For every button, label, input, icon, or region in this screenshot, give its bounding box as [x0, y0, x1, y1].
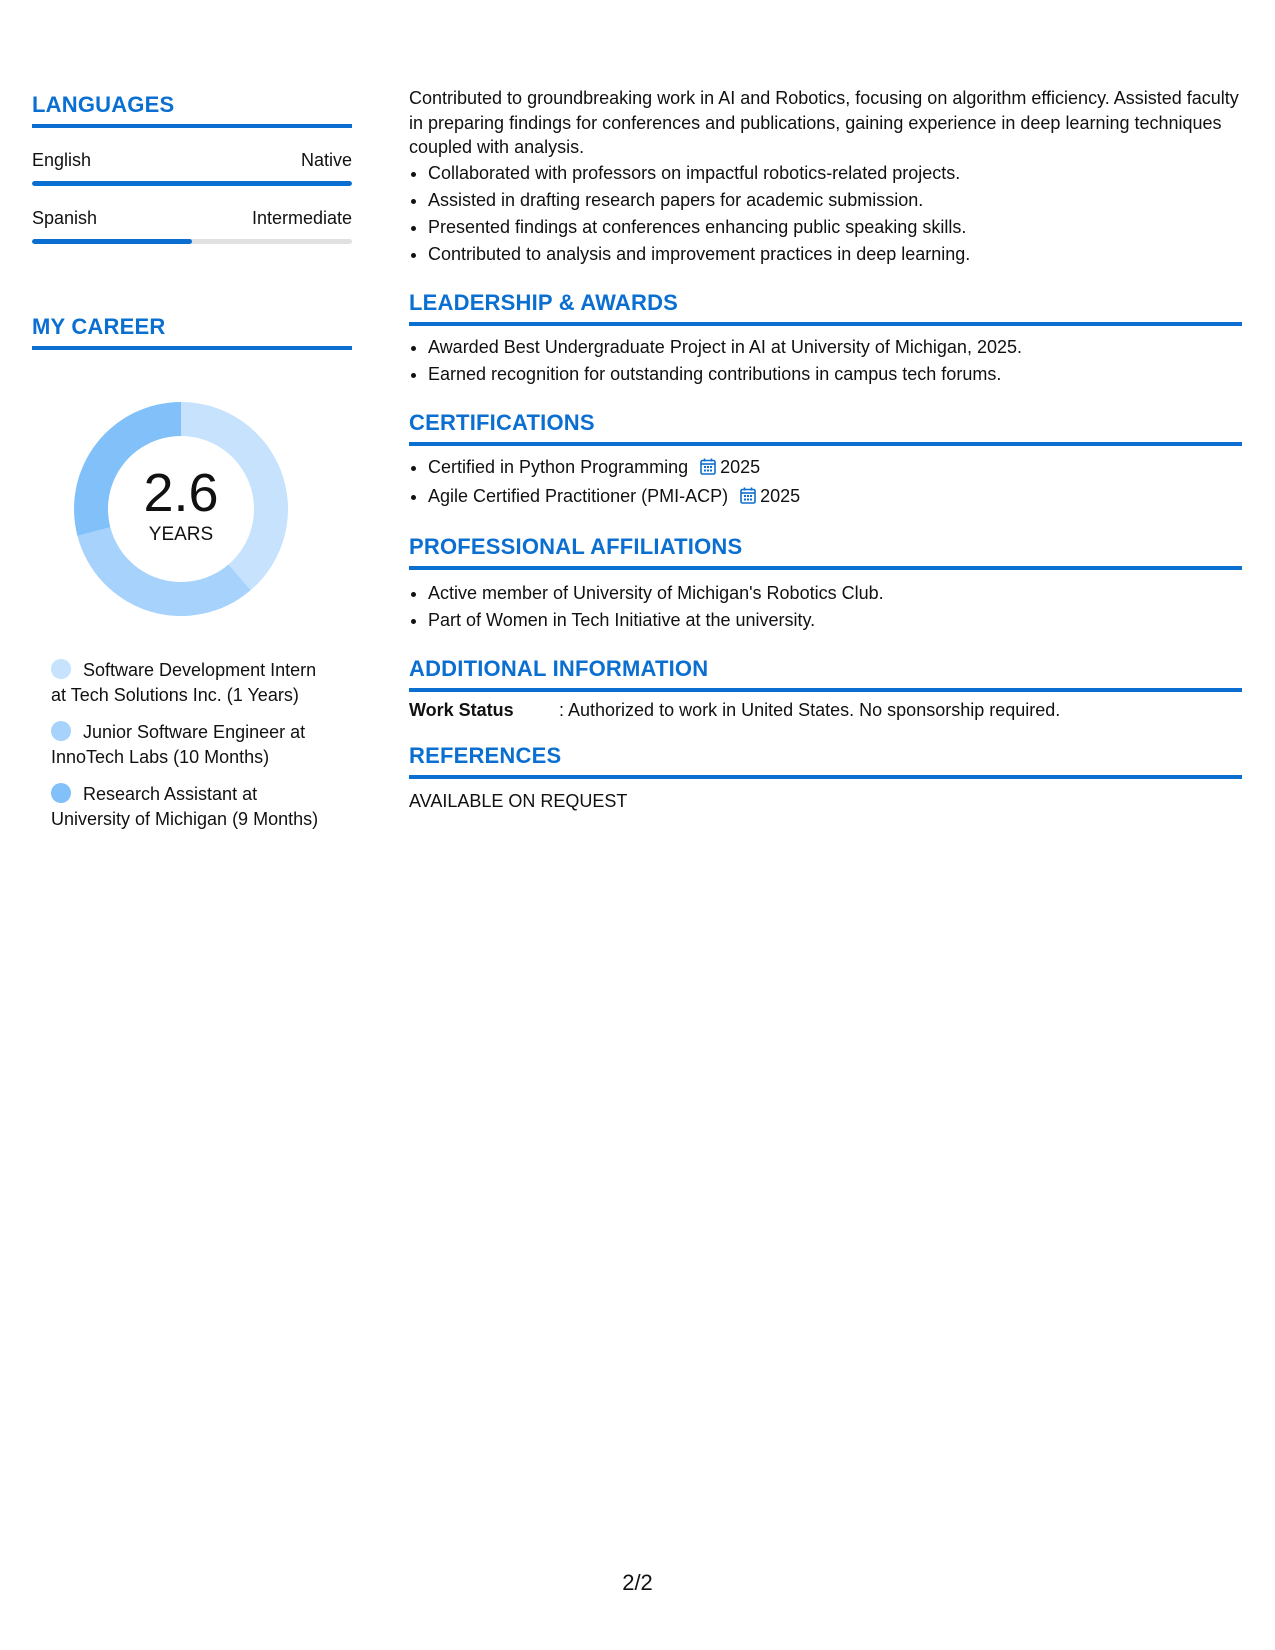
certification-year: 2025	[760, 485, 801, 506]
page-number: 2/2	[622, 1570, 653, 1595]
list-item: • Active member of University of Michigan's Robotics Club.	[428, 580, 1242, 607]
right-column	[409, 86, 1242, 812]
career-legend-label: Junior Software Engineer at InnoTech Labs (10 Months)	[51, 722, 306, 767]
certifications-list	[409, 454, 1242, 512]
career-legend-label: Software Development Intern at Tech Solutions Inc. (1 Years)	[51, 660, 317, 705]
language-item	[32, 150, 352, 186]
list-item: • Collaborated with professors on impactful robotics-related projects.	[428, 160, 1242, 187]
languages-heading: LANGUAGES	[32, 92, 352, 128]
experience-bullets	[409, 160, 1242, 268]
certification-item	[428, 454, 1242, 483]
career-legend	[51, 658, 326, 832]
language-name: Spanish	[32, 208, 98, 228]
leadership-heading: LEADERSHIP & AWARDS	[409, 290, 1242, 326]
experience-summary: Contributed to groundbreaking work in AI and Robotics, focusing on algorithm efficiency. Assisted faculty in preparing findings for conferences and publications, gaining experience in deep learning techniques coupled with analysis.	[409, 88, 1239, 157]
list-item: • Contributed to analysis and improvement practices in deep learning.	[428, 241, 1242, 268]
references-heading: REFERENCES	[409, 743, 1242, 779]
experience-continued	[409, 86, 1242, 268]
references-section	[409, 743, 1242, 812]
language-level: Native	[300, 150, 352, 170]
additional-info-section	[409, 656, 1242, 721]
work-status-label: Work Status	[409, 699, 514, 720]
leadership-section	[409, 290, 1242, 388]
legend-dot-icon	[51, 659, 71, 679]
career-legend-item	[51, 658, 326, 708]
certifications-section	[409, 410, 1242, 512]
left-column	[32, 92, 352, 844]
career-legend-item	[51, 720, 326, 770]
list-item: • Assisted in drafting research papers for academic submission.	[428, 187, 1242, 214]
career-legend-item	[51, 782, 326, 832]
certification-year: 2025	[720, 456, 761, 477]
work-status-value: : Authorized to work in United States. No sponsorship required.	[559, 699, 1061, 720]
additional-info-heading: ADDITIONAL INFORMATION	[409, 656, 1242, 692]
certification-item	[428, 483, 1242, 512]
legend-dot-icon	[51, 783, 71, 803]
affiliations-heading: PROFESSIONAL AFFILIATIONS	[409, 534, 1242, 570]
certifications-heading: CERTIFICATIONS	[409, 410, 1242, 446]
affiliations-bullets	[409, 580, 1242, 634]
calendar-icon	[700, 456, 716, 483]
language-proficiency-bar	[32, 239, 352, 244]
language-proficiency-bar	[32, 181, 352, 186]
certification-name: Certified in Python Programming	[428, 456, 689, 477]
list-item: • Awarded Best Undergraduate Project in AI at University of Michigan, 2025.	[428, 334, 1242, 361]
language-proficiency-fill	[32, 239, 192, 244]
affiliations-section	[409, 534, 1242, 634]
career-heading: MY CAREER	[32, 314, 352, 350]
certification-name: Agile Certified Practitioner (PMI-ACP)	[428, 485, 729, 506]
language-level: Intermediate	[251, 208, 352, 228]
references-text: AVAILABLE ON REQUEST	[409, 790, 628, 811]
calendar-icon	[740, 485, 756, 512]
leadership-bullets	[409, 334, 1242, 388]
list-item: • Earned recognition for outstanding contributions in campus tech forums.	[428, 361, 1242, 388]
language-name: English	[32, 150, 92, 170]
career-donut-chart	[66, 394, 296, 624]
language-item	[32, 208, 352, 244]
career-total-value: 2.6	[143, 463, 219, 523]
career-legend-label: Research Assistant at University of Michigan (9 Months)	[51, 784, 319, 829]
list-item: • Presented findings at conferences enhancing public speaking skills.	[428, 214, 1242, 241]
language-proficiency-fill	[32, 181, 352, 186]
list-item: • Part of Women in Tech Initiative at the university.	[428, 607, 1242, 634]
legend-dot-icon	[51, 721, 71, 741]
donut-center	[66, 394, 296, 624]
work-status-row	[409, 700, 1242, 721]
career-total-unit: YEARS	[148, 524, 214, 545]
